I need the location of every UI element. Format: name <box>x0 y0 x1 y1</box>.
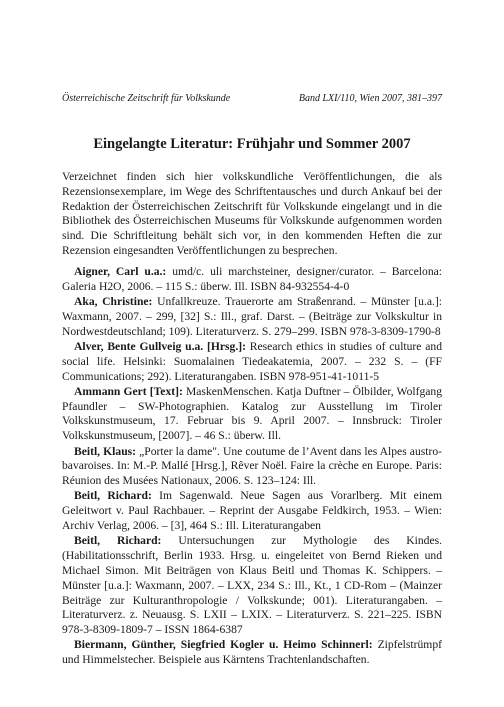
list-item <box>62 265 442 295</box>
running-header <box>62 93 442 105</box>
list-item <box>62 445 442 489</box>
entry-text: Research ethics in studies of culture and social life. Helsinki: Suomalainen Tiedeakatemia, 2007. – 232 S. – (FF Communications; 292). Literaturangaben. ISBN 978-951-41-1011-5 <box>62 339 442 383</box>
entry-author: Aigner, Carl u.a.: <box>74 265 167 278</box>
entry-text: MaskenMenschen. Katja Duftner – Ölbilder, Wolfgang Pfaundler – SW-Photographien. Katalog zur Ausstellung im Tiroler Volkskunstmuseum, 17. Februar bis 9. April 2007. – Innsbruck: Tiroler Volkskunstmuseum, [2007]. – 46 S.: überw. Ill. <box>62 384 442 443</box>
intro-paragraph: Verzeichnet finden sich hier volkskundliche Veröffentlichungen, die als Rezensionsexemplare, im Wege des Schriftentausches und durch Ankauf bei der Redaktion der Österreichischen Zeitschrift für Volkskunde eingelangt und in die Bibliothek des Österreichischen Museums für Volkskunde aufgenommen worden sind. Die Schriftleitung behält sich vor, in den kommenden Heften die zur Rezension eingesandten Veröffentlichungen zu besprechen. <box>62 170 442 257</box>
volume-info: Band LXI/110, Wien 2007, 381–397 <box>298 93 442 104</box>
entry-text: Untersuchungen zur Mythologie des Kindes. (Habilitationsschrift, Berlin 1933. Hrsg. u. eingeleitet von Bernd Rieken und Michael Simon. Mit Beiträgen von Klaus Beitl und Thomas K. Schippers. – Münster [u.a.]: Waxmann, 2007. – LXX, 234 S.: Ill., Kt., 1 CD-Rom – (Mainzer Beiträge zur Kulturanthropologie / Volkskunde; 001). Literaturangaben. – Literaturverz. z. Neuausg. S. LXII – LXIX. – Literaturverz. S. 221–225. ISBN 978-3-8309-1809-7 – ISSN 1864-6387 <box>62 534 442 637</box>
entry-text: Zipfelstrümpf und Himmelstecher. Beispiele aus Kärntens Trachtenlandschaften. <box>62 638 442 667</box>
list-item <box>62 295 442 339</box>
entry-text: Im Sagenwald. Neue Sagen aus Vorarlberg. Mit einem Geleitwort v. Paul Rachbauer. – Reprint der Ausgabe Feldkirch, 1953. – Wien: Archiv Verlag, 2006. – [3], 464 S.: Ill. Literaturangaben <box>62 489 443 533</box>
list-item <box>62 638 442 668</box>
entry-author: Alver, Bente Gullveig u.a. [Hrsg.]: <box>74 339 246 353</box>
entry-author: Biermann, Günther, Siegfried Kogler u. Heimo Schinnerl: <box>74 638 373 652</box>
journal-name: Österreichische Zeitschrift für Volkskunde <box>62 93 231 104</box>
entry-author: Beitl, Klaus: <box>74 444 137 458</box>
entry-text: umd/c. uli marchsteiner, designer/curator. – Barcelona: Galeria H2O, 2006. – 115 S.: überw. Ill. ISBN 84-932554-4-0 <box>62 265 442 293</box>
list-item <box>62 534 442 638</box>
entry-text: Unfallkreuze. Trauerorte am Straßenrand. – Münster [u.a.]: Waxmann, 2007. – 299, [32] S.: Ill., graf. Darst. – (Beiträge zur Volkskultur in Nordwestdeutschland; 109). Literaturverz. S. 279–299. ISBN 978-3-8309-1790-8 <box>62 295 442 338</box>
entry-author: Beitl, Richard: <box>74 489 152 503</box>
page-title: Eingelangte Literatur: Frühjahr und Sommer 2007 <box>93 136 411 152</box>
list-item <box>62 385 442 444</box>
entry-author: Ammann Gert [Text]: <box>74 384 183 398</box>
entry-list <box>62 265 442 669</box>
list-item <box>62 340 442 384</box>
entry-author: Aka, Christine: <box>74 295 153 309</box>
entry-text: „Porter la dame". Une coutume de l’Avent dans les Alpes austro-bavaroises. In: M.-P. Mallé [Hrsg.], Rêver Noël. Faire la crèche en Europe. Paris: Réunion des Musées Nationaux, 2006. S. 123–124: Ill. <box>62 444 442 488</box>
entry-author: Beitl, Richard: <box>74 534 162 548</box>
list-item <box>62 489 442 533</box>
